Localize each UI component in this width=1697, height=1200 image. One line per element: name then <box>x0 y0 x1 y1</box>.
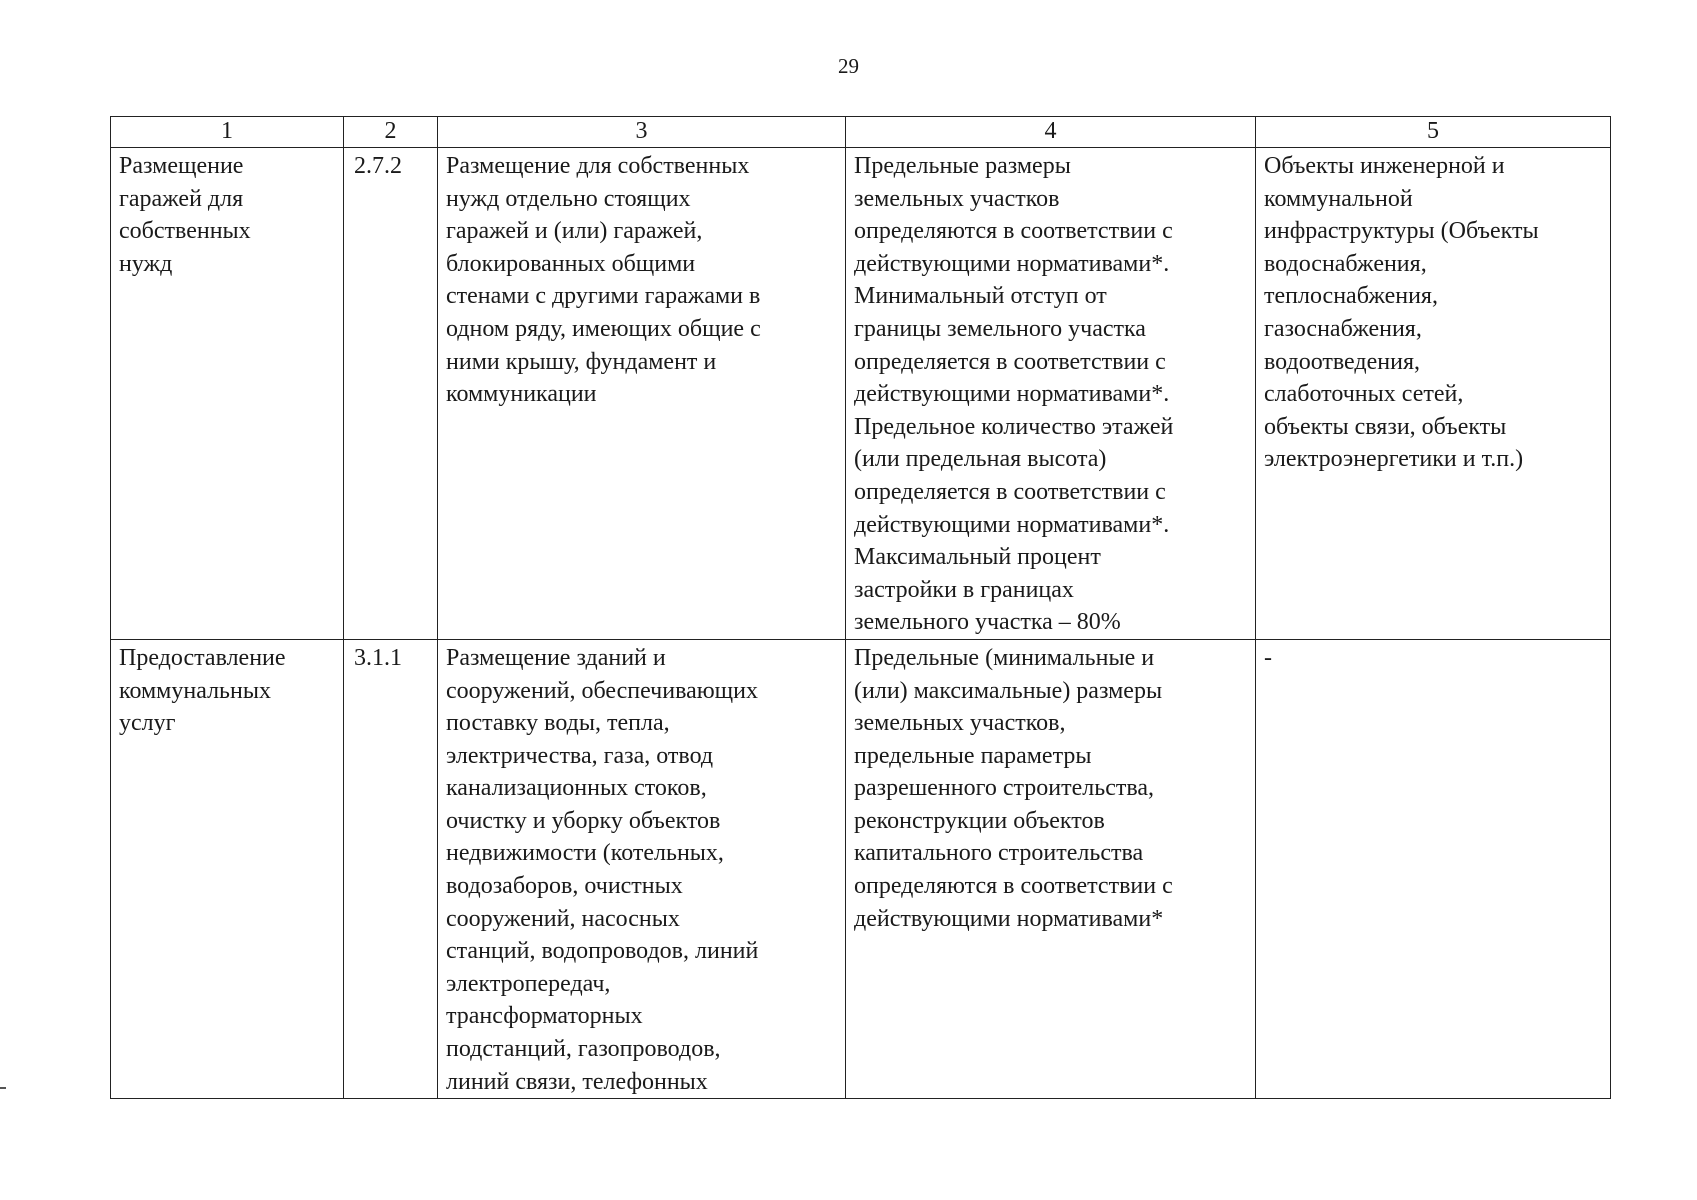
use-code-cell <box>344 148 438 640</box>
column-header-4: 4 <box>846 117 1256 148</box>
use-parameters-cell <box>846 639 1256 1098</box>
scan-mark <box>0 1087 6 1089</box>
table-row <box>111 148 1611 640</box>
use-restrictions-text: Объекты инженерной и коммунальной инфраструктуры (Объекты водоснабжения, теплоснабжения, газоснабжения, водоотведения, слаботочных сетей, объекты связи, объекты электроэнергетики и т.п.) <box>1264 153 1539 473</box>
use-parameters-cell <box>846 148 1256 640</box>
column-header-2: 2 <box>344 117 438 148</box>
use-restrictions-text: - <box>1264 644 1272 671</box>
land-use-table <box>110 116 1611 1099</box>
use-description-cell <box>438 639 846 1098</box>
use-parameters-text: Предельные размеры земельных участков определяются в соответствии с действующими нормативами*. Минимальный отступ от границы земельного участка определяется в соответствии с действующими нормативами*. Предельное количество этажей (или предельная высота) определяется в соответствии с действующими нормативами*. Максимальный процент застройки в границах земельного участка – 80% <box>854 153 1174 636</box>
table-row <box>111 639 1611 1098</box>
table-header-row <box>111 117 1611 148</box>
use-code-text: 3.1.1 <box>354 644 402 671</box>
use-restrictions-cell <box>1256 148 1611 640</box>
column-header-1: 1 <box>111 117 344 148</box>
use-description-text: Размещение зданий и сооружений, обеспечивающих поставку воды, тепла, электричества, газа, отвод канализационных стоков, очистку и уборку объектов недвижимости (котельных, водозаборов, очистных сооружений, насосных станций, водопроводов, линий электропередач, трансформаторных подстанций, газопроводов, линий связи, телефонных <box>446 644 759 1095</box>
use-restrictions-cell <box>1256 639 1611 1098</box>
use-parameters-text: Предельные (минимальные и (или) максимальные) размеры земельных участков, предельные параметры разрешенного строительства, реконструкции объектов капитального строительства определяются в соответствии с действующими нормативами* <box>854 644 1173 932</box>
column-header-3: 3 <box>438 117 846 148</box>
use-description-text: Размещение для собственных нужд отдельно стоящих гаражей и (или) гаражей, блокированных общими стенами с другими гаражами в одном ряду, имеющих общие с ними крышу, фундамент и коммуникации <box>446 153 761 408</box>
use-code-text: 2.7.2 <box>354 153 402 179</box>
column-header-5: 5 <box>1256 117 1611 148</box>
page-number: 29 <box>838 54 859 78</box>
use-name-cell <box>111 639 344 1098</box>
use-name-text: Размещение гаражей для собственных нужд <box>119 153 251 277</box>
use-description-cell <box>438 148 846 640</box>
use-name-text: Предоставление коммунальных услуг <box>119 644 286 737</box>
use-name-cell <box>111 148 344 640</box>
use-code-cell <box>344 639 438 1098</box>
